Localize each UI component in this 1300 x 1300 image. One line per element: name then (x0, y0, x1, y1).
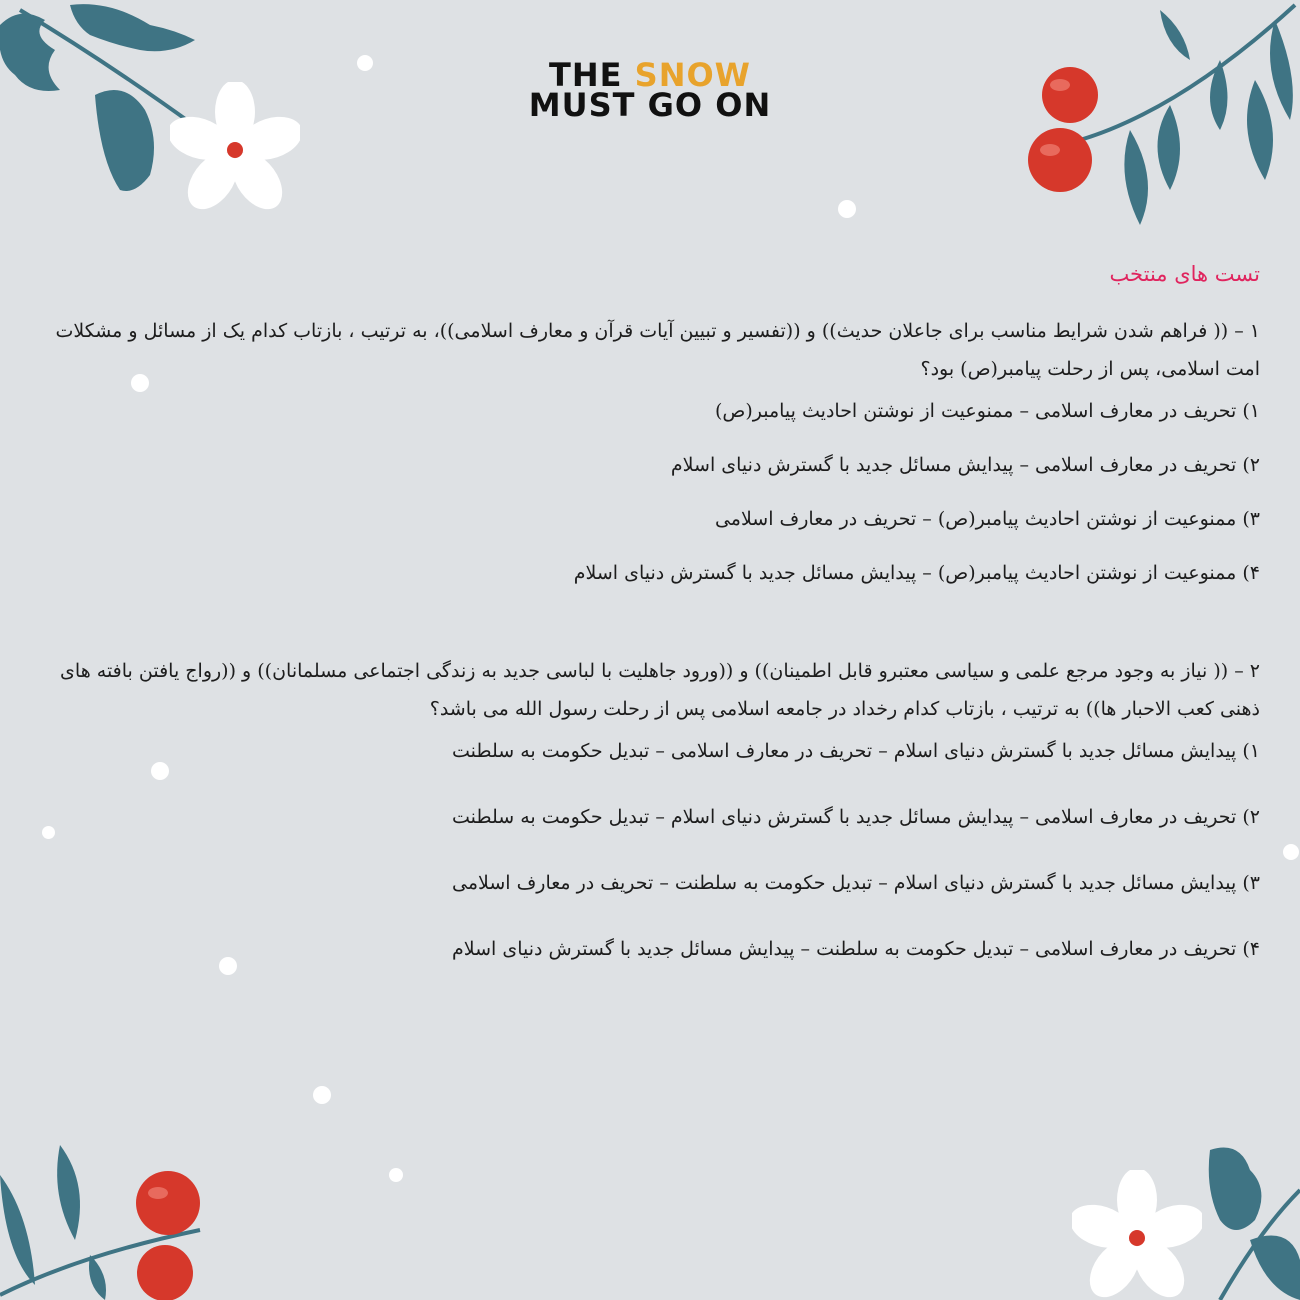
answer-option: ۴) ممنوعیت از نوشتن احادیث پیامبر(ص) – پیدایش مسائل جدید با گسترش دنیای اسلام (573, 562, 1260, 584)
logo-word-the: THE (549, 56, 623, 94)
logo-line-2: MUST GO ON (528, 86, 772, 124)
answer-option: ۲) تحریف در معارف اسلامی – پیدایش مسائل جدید با گسترش دنیای اسلام (670, 454, 1260, 476)
quiz-content (38, 262, 1260, 1000)
white-flower-bottom-right-icon (1072, 1170, 1202, 1300)
answer-option: ۳) پیدایش مسائل جدید با گسترش دنیای اسلام – تبدیل حکومت به سلطنت – تحریف در معارف اسلامی (452, 872, 1260, 894)
answer-option: ۱) تحریف در معارف اسلامی – ممنوعیت از نوشتن احادیث پیامبر(ص) (714, 400, 1260, 422)
brand-logo (0, 56, 1300, 124)
snow-dot (313, 1086, 331, 1104)
section-title: تست های منتخب (1109, 262, 1260, 286)
question-text: ۲ – (( نیاز به وجود مرجع علمی و سیاسی معتبرو قابل اطمینان)) و ((ورود جاهلیت با لباسی جدید به زندگی اجتماعی مسلمانان)) و ((رواج یافتن بافته های ذهنی کعب الاحبار ها)) به ترتیب ، بازتاب کدام رخداد در جامعه اسلامی پس از رحلت رسول الله می باشد؟ (60, 660, 1260, 720)
snow-dot (838, 200, 856, 218)
snow-dot (1283, 844, 1299, 860)
spacer (38, 612, 1260, 652)
question-block (38, 652, 1260, 964)
snow-dot (389, 1168, 403, 1182)
holly-berries-bottom-left-icon (0, 1135, 220, 1300)
logo-word-snow: SNOW (634, 56, 751, 94)
holly-berries-top-right-icon (1020, 0, 1300, 240)
answer-option: ۱) پیدایش مسائل جدید با گسترش دنیای اسلام – تحریف در معارف اسلامی – تبدیل حکومت به سلطنت (452, 740, 1260, 762)
question-text: ۱ – (( فراهم شدن شرایط مناسب برای جاعلان حدیث)) و ((تفسیر و تبیین آیات قرآن و معارف اسلامی))، به ترتیب ، بازتاب کدام یک از مسائل و مشکلات امت اسلامی، پس از رحلت پیامبر(ص) بود؟ (55, 320, 1260, 380)
answer-option: ۲) تحریف در معارف اسلامی – پیدایش مسائل جدید با گسترش دنیای اسلام – تبدیل حکومت به سلطنت (452, 806, 1260, 828)
answer-option: ۳) ممنوعیت از نوشتن احادیث پیامبر(ص) – تحریف در معارف اسلامی (714, 508, 1260, 530)
question-block (38, 312, 1260, 588)
answer-option: ۴) تحریف در معارف اسلامی – تبدیل حکومت به سلطنت – پیدایش مسائل جدید با گسترش دنیای اسلام (452, 938, 1260, 960)
